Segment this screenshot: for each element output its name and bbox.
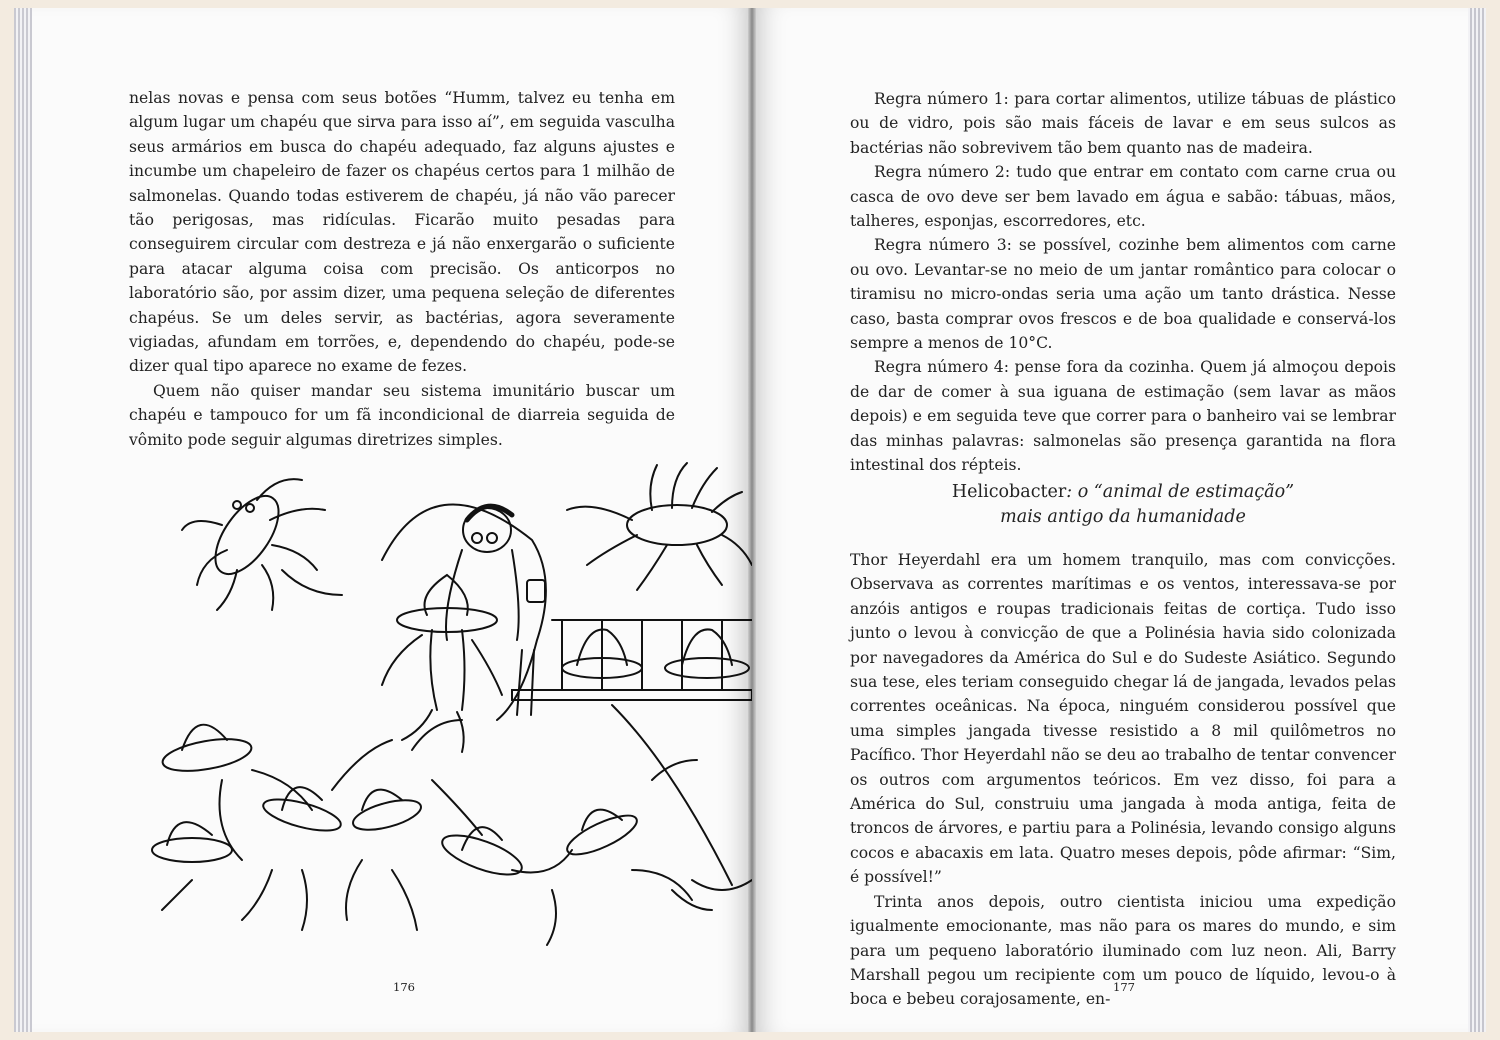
hatted-bacteria-pile <box>152 720 752 945</box>
body-text <box>850 548 1396 1012</box>
salmonella-hats-illustration <box>132 450 752 950</box>
heading-part-2: : o “animal de estimação” <box>1066 482 1295 502</box>
left-page-edges <box>14 8 32 1032</box>
book-gutter <box>748 8 756 1032</box>
right-page-edges <box>1468 8 1486 1032</box>
rule-paragraph: Regra número 2: tudo que entrar em contato com carne crua ou casca de ovo deve ser bem lavado em água e sabão: tábuas, mãos, talheres, esponjas, escorredores, etc. <box>850 163 1396 231</box>
rule-paragraph: Regra número 1: para cortar alimentos, utilize tábuas de plástico ou de vidro, pois são mais fáceis de lavar e em seus sulcos as bactérias não sobrevivem tão bem quanto nas de madeira. <box>850 90 1396 157</box>
rule-paragraph: Regra número 4: pense fora da cozinha. Quem já almoçou depois de dar de comer à sua iguana de estimação (sem lavar as mãos depois) e em seguida teve que correr para o banheiro vai se lembrar das minhas palavras: salmonelas são presença garantida na flora intestinal dos répteis. <box>850 358 1396 475</box>
page-number-left: 176 <box>393 980 415 994</box>
heading-part-1: Helicobacter <box>951 482 1067 502</box>
page-number-right: 177 <box>1113 980 1135 994</box>
left-page-text <box>129 86 675 452</box>
bacterium-with-hat <box>382 575 502 752</box>
heading-part-3: mais antigo da humanidade <box>1000 507 1246 527</box>
paragraph: Quem não quiser mandar seu sistema imunitário buscar um chapéu e tampouco for um fã incondicional de diarreia seguida de vômito pode seguir algumas diretrizes simples. <box>129 381 675 449</box>
right-page <box>752 8 1468 1032</box>
bacterium-top-right <box>567 463 752 590</box>
paragraph: Thor Heyerdahl era um homem tranquilo, mas com convicções. Observava as correntes marítimas e os ventos, interessava-se por anzóis antigos e roupas tradicionais feitas de cortiça. Tudo isso junto o levou à convicção de que a Polinésia havia sido colonizada por navegadores da América do Sul e do Sudeste Asiático. Segundo sua tese, eles teriam conseguido chegar lá de jangada, levados pelas correntes oceânicas. Na época, ninguém considerou possível que uma simples jangada tivesse resistido a 8 mil quilômetros no Pacífico. Thor Heyerdahl não se deu ao trabalho de tentar convencer os outros com argumentos teóricos. Em vez disso, foi para a América do Sul, construiu uma jangada à moda antiga, feita de troncos de árvores, e partiu para a Polinésia, levando consigo alguns cocos e abacaxis em lata. Quatro meses depois, pôde afirmar: “Sim, é possível!” <box>850 551 1396 887</box>
rule-paragraph: Regra número 3: se possível, cozinhe bem alimentos com carne ou ovo. Levantar-se no meio de um jantar romântico para colocar o tiramisu no micro-ondas seria uma ação um tanto drástica. Nesse caso, basta comprar ovos frescos e de boa qualidade e conservá-los sempre a menos de 10°C. <box>850 236 1396 353</box>
paragraph: Trinta anos depois, outro cientista iniciou uma expedição igualmente emocionante, mas não para os mares do mundo, e sim para um pequeno laboratório iluminado com luz neon. Ali, Barry Marshall pegou um recipiente com um pouco de líquido, levou-o à boca e bebeu corajosamente, en- <box>850 892 1396 1009</box>
open-book <box>14 8 1486 1032</box>
shelf-with-hats <box>512 620 752 885</box>
rules-text <box>850 87 1396 478</box>
left-page <box>32 8 752 1032</box>
flying-bacterium <box>182 479 342 610</box>
paragraph: nelas novas e pensa com seus botões “Humm, talvez eu tenha em algum lugar um chapéu que sirva para isso aí”, em seguida vasculha seus armários em busca do chapéu adequado, faz alguns ajustes e incumbe um chapeleiro de fazer os chapéus certos para 1 milhão de salmonelas. Quando todas estiverem de chapéu, já não vão parecer tão perigosas, mas ridículas. Ficarão muito pesadas para conseguirem circular com destreza e já não enxergarão o suficiente para atacar alguma coisa com precisão. Os anticorpos no laboratório são, por assim dizer, uma pequena seleção de diferentes chapéus. Se um deles servir, as bactérias, agora severamente vigiadas, afundam em torrões, e, dependendo do chapéu, pode-se dizer qual tipo aparece no exame de fezes. <box>129 89 675 376</box>
section-heading <box>850 480 1396 530</box>
